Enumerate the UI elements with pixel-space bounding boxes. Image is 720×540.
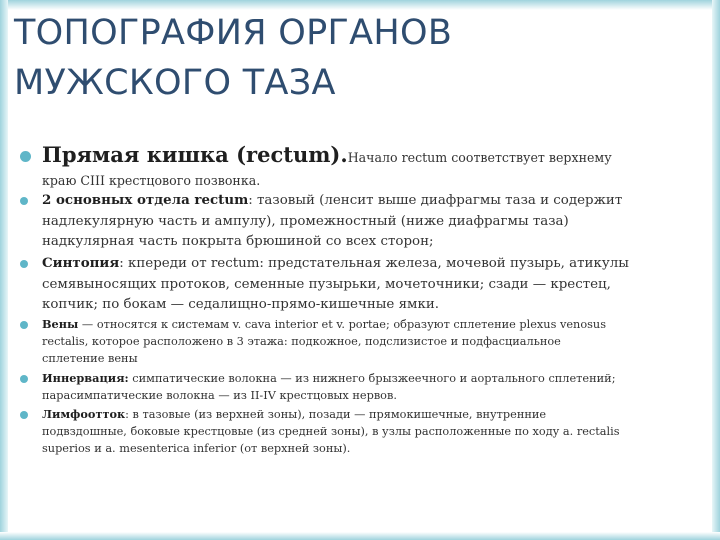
item-line: парасимпатические волокна — из II-IV крестцовых нервов. <box>42 389 397 402</box>
item-line: копчик; по бокам — седалищно-прямо-кишечные ямки. <box>42 297 439 312</box>
item-bold: Синтопия <box>42 255 120 271</box>
item-line: надкулярная часть покрыта брюшиной со всех сторон; <box>42 234 434 249</box>
bullet-icon <box>20 321 28 329</box>
item-line: superios и a. mesenterica inferior (от верхней зоны). <box>42 442 351 455</box>
item-bold: 2 основных отдела rectum <box>42 192 249 208</box>
item-text: симпатические волокна — из нижнего брызжеечного и аортального сплетений; <box>128 372 616 385</box>
item-text: — относятся к системам v. cava interior et v. portae; образуют сплетение plexus venosus <box>78 318 606 331</box>
item-line: сплетение вены <box>42 352 138 365</box>
page-title <box>14 8 704 108</box>
item-line: надлекулярную часть и ампулу), промежностный (ниже диафрагмы таза) <box>42 213 569 229</box>
bullet-icon <box>20 197 28 205</box>
bullet-icon <box>20 375 28 383</box>
item-bold: Вены <box>42 317 79 331</box>
item-text: : тазовый (ленсит выше диафрагмы таза и содержит <box>248 193 623 208</box>
bullet-icon <box>20 151 31 162</box>
item-line: подвздошные, боковые крестцовые (из средней зоны), в узлы расположенные по ходу a. rectalis <box>42 425 620 438</box>
item-text: Начало rectum соответствует верхнему <box>347 150 612 165</box>
item-line: rectalis, которое расположено в 3 этажа: подкожное, подслизистое и подфасциальное <box>42 335 561 348</box>
item-text: : в тазовые (из верхней зоны), позади — прямокишечные, внутренние <box>125 408 547 421</box>
bullet-icon <box>20 411 28 419</box>
item-line: семявыносящих протоков, семенные пузырьки, мочеточники; сзади — крестец, <box>42 276 611 292</box>
bullet-icon <box>20 260 28 268</box>
slide-frame-left <box>0 0 8 540</box>
item-text: : кпереди от rectum: предстательная железа, мочевой пузырь, атикулы <box>119 256 629 271</box>
item-line: краю CIII крестцового позвонка. <box>42 173 261 188</box>
title-line-1: ТОПОГРАФИЯ ОРГАНОВ <box>14 13 453 53</box>
slide-frame-bottom <box>0 532 720 540</box>
item-bold: Иннервация: <box>42 371 129 385</box>
title-line-2: МУЖСКОГО ТАЗА <box>14 63 336 103</box>
item-lead: Прямая кишка (rectum). <box>42 142 348 167</box>
slide-frame-right <box>712 0 720 540</box>
item-bold: Лимфоотток <box>42 407 126 421</box>
